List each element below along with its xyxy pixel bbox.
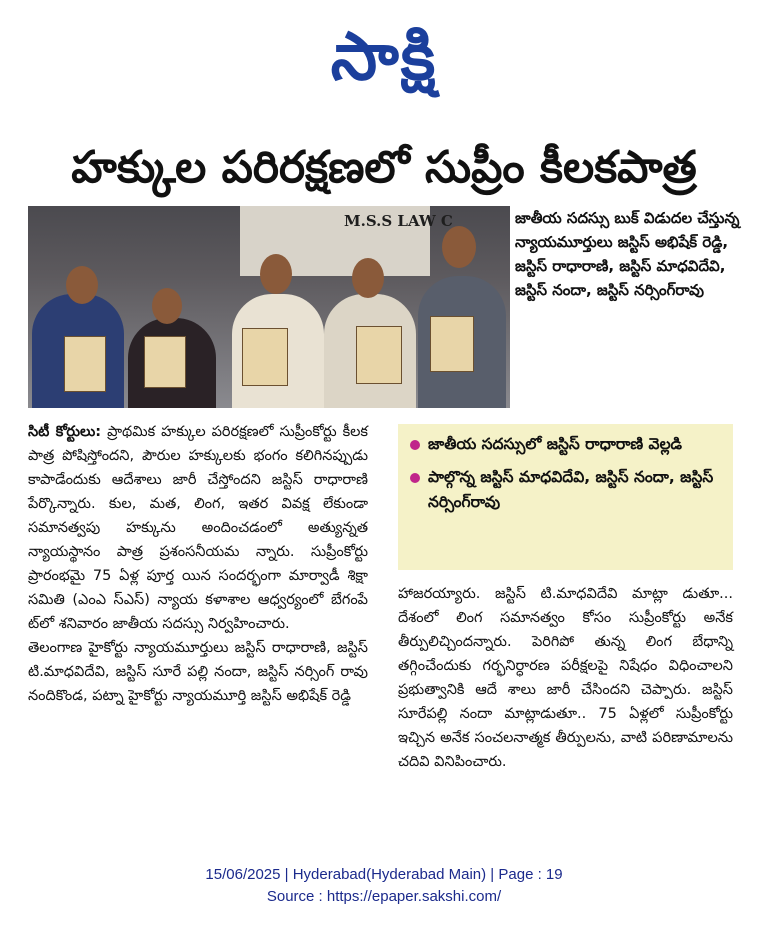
person-5-head [442,226,476,268]
bullet-icon [410,440,420,450]
highlight-item [408,465,723,515]
article-paragraph-2: తెలంగాణ హైకోర్టు న్యాయమూర్తులు జస్టిస్ రాధారాణి, జస్టిస్ టి.మాధవిదేవి, జస్టిస్ సూరే పల్లి నందా, జస్టిస్ నర్సింగ్ రావు నందికొండ, పట్నా హైకోర్టు న్యాయమూర్తి జస్టిస్ అభిషేక్ రెడ్డి [28,640,368,704]
highlight-text: పాల్గొన్న జస్టిస్ మాధవిదేవి, జస్టిస్ నందా, జస్టిస్ నర్సింగ్‌రావు [428,468,714,511]
article-dateline: సిటీ కోర్టులు: [28,424,102,440]
article-headline: హక్కుల పరిరక్షణలో సుప్రీం కీలకపాత్ర [71,142,697,193]
article-paragraph-3: హాజరయ్యారు. జస్టిస్ టి.మాధవిదేవి మాట్లా డుతూ... దేశంలో లింగ సమానత్వం కోసం సుప్రీంకోర్టు అనేక తీర్పులిచ్చిందన్నారు. పెరిగిపో తున్న లింగ బేధాన్ని తగ్గించేందుకు గర్భనిర్ధారణ పరీక్షలపై నిషేధం విధించాలని ప్రభుత్వానికి ఆదే శాలు జారీ చేసిందని చెప్పారు. జస్టిస్ సూరేపల్లి నందా మాట్లాడుతూ.. 75 ఏళ్లలో సుప్రీంకోర్టు ఇచ్చిన అనేక సంచలనాత్మక తీర్పులను, వాటి పరిణామాలను చదివి వినిపించారు. [398,586,733,770]
footer-source-line: Source : https://epaper.sakshi.com/ [266,888,502,905]
photo-caption: జాతీయ సదస్సు బుక్ విడుదల చేస్తున్న న్యాయమూర్తులు జస్టిస్ అభిషేక్ రెడ్డి, జస్టిస్ రాధారాణి, జస్టిస్ మాధవిదేవి, జస్టిస్ నందా, జస్టిస్ నర్సింగ్‌రావు [515,209,740,299]
article-right-column [398,582,733,774]
book-1 [64,336,106,392]
person-4-head [352,258,384,298]
article-paragraph-1-text: ప్రాథమిక హక్కుల పరిరక్షణలో సుప్రీంకోర్టు కీలక పాత్ర పోషిస్తోందని, పౌరుల హక్కులకు భంగం కలిగినప్పుడు కాపాడేందుకు ఆదేశాలు జారీ చేస్తోందని జస్టిస్ రాధారాణి పేర్కొన్నారు. కుల, మత, లింగ, ఇతర వివక్ష లేకుండా సమానత్వపు హక్కును అందించడంలో అత్యున్నత న్యాయస్థానం పాత్ర ప్రశంసనీయమ న్నారు. సుప్రీంకోర్టు ప్రారంభమై 75 ఏళ్ల పూర్త యిన సందర్భంగా మార్వాడీ శిక్షా సమితి (ఎంఎ స్ఎస్) న్యాయ కళాశాల ఆధ్వర్యంలో బేగంపే ట్‌లో శనివారం జాతీయ సదస్సు నిర్వహించారు. [28,424,369,632]
article-photo [28,206,510,408]
highlight-box [398,424,733,570]
article-left-column [28,420,368,708]
bullet-icon [410,473,420,483]
person-2-head [152,288,182,324]
book-2 [144,336,186,388]
photo-banner-text: M.S.S LAW C [344,212,453,230]
person-3-head [260,254,292,294]
article-paragraph-1 [28,420,368,636]
footer-date-line: 15/06/2025 | Hyderabad(Hyderabad Main) | Page : 19 [205,866,563,883]
book-3 [242,328,288,386]
person-1-head [66,266,98,304]
book-5 [430,316,474,372]
highlight-text: జాతీయ సదస్సులో జస్టిస్ రాధారాణి వెల్లడి [428,435,683,453]
book-4 [356,326,402,384]
highlight-item [408,432,723,457]
newspaper-masthead: సాక్షి [330,18,438,95]
